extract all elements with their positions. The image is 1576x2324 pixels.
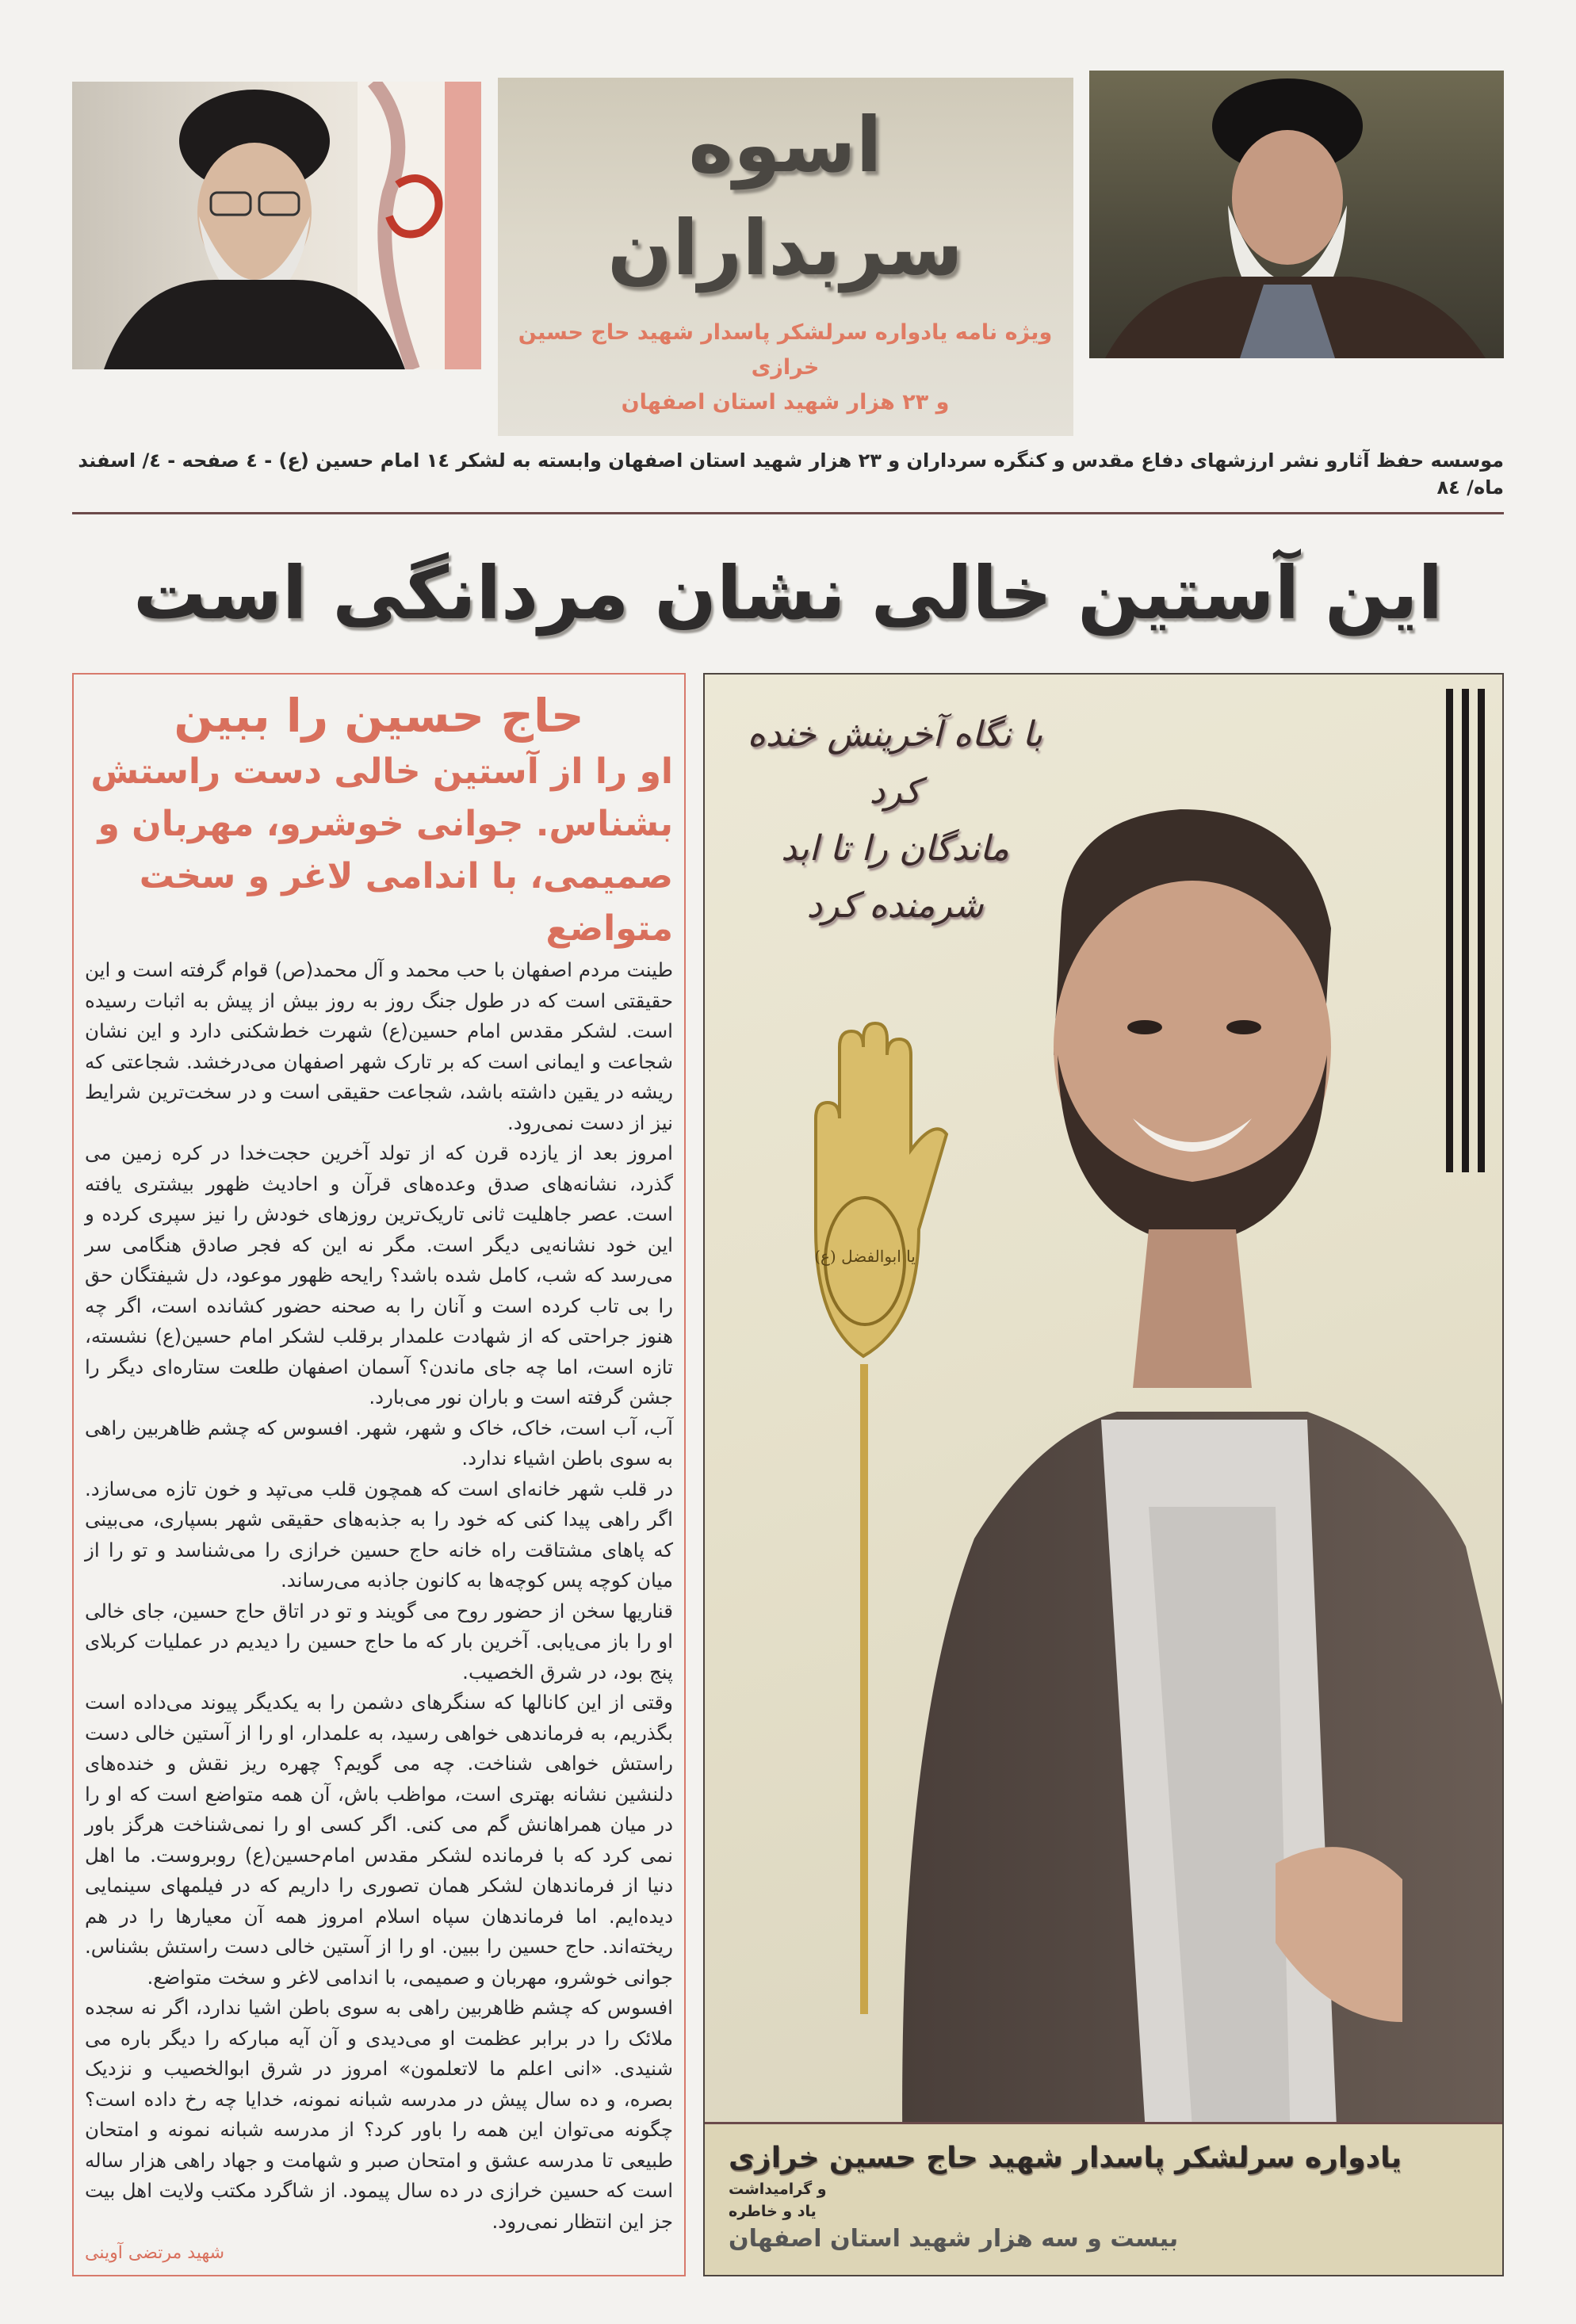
- caption-band: [705, 2122, 1502, 2275]
- leader-portrait-image: [1089, 71, 1504, 358]
- article-paragraph: طینت مردم اصفهان با حب محمد و آل محمد(ص) قوام گرفته است و این حقیقتی است که در طول جنگ روز به روز بیش از پیش به اثبات رسیده است. لشکر مقدس امام حسین(ع) شهرت خط‌شکنی دارد و این نشان شجاعت و ایمانی است که بر تارک شهر اصفهان می‌درخشد. شجاعتی که ریشه در یقین داشته باشد، شجاعت حقیقی است و در سخت‌ترین شرایط نیز از دست نمی‌رود.: [85, 958, 673, 1134]
- masthead-title-box: [498, 78, 1073, 436]
- decorative-stripe: [1446, 689, 1453, 1172]
- main-content-row: [72, 673, 1504, 2276]
- poem-line: ماندگان را تا ابد شرمنده کرد: [781, 828, 1009, 926]
- article-paragraph: افسوس که چشم ظاهربین راهی به سوی باطن اشیا ندارد، اگر نه سجده ملائک را در برابر عظمت او می‌دیدی و آن آیه مبارکه را دیگر باره می شنیدی. «انی اعلم ما لاتعلمون» امروز در شرق ابوالخصیب و نزدیک بصره، و ده سال پیش در مدرسه شبانه نمونه، خدایا چه رخ داده است؟ چگونه می‌توان این همه را باور کرد؟ از مدرسه شبانه نمونه و امتحان طبیعی تا مدرسه عشق و امتحان صبر و شهامت و جهاد راهی هزار ساله است که حسین خرازی در ده سال پیمود. از شاگرد مکتب ولایت اهل بیت جز این انتظار نمی‌رود.: [85, 1996, 673, 2233]
- article-paragraph: در قلب شهر خانه‌ای است که همچون قلب می‌تپد و خون تازه می‌سازد. اگر راهی پیدا کنی که خود را به جذبه‌های حقیقی شهر بسپاری، می‌بینی که پاهای مشتاقت راه خانه حاج حسین خرازی را می‌شناسد و تو را از میان کوچه پس کوچه‌ها به کانون جاذبه می‌رساند.: [85, 1477, 673, 1592]
- article-paragraph: آب، آب است، خاک، خاک و شهر، شهر. افسوس که چشم ظاهربین راهی به سوی باطن اشیاء ندارد.: [85, 1416, 673, 1470]
- masthead-row: [72, 71, 1504, 436]
- masthead-divider: [72, 512, 1504, 514]
- article-paragraph: قناریها سخن از حضور روح می گویند و تو در اتاق حاج حسین، جای خالی او را باز می‌یابی. آخرین بار که ما حاج حسین را دیدیم در عملیات کربلای پنج بود، در شرق الخصیب.: [85, 1599, 673, 1684]
- poem-line: با نگاه آخرینش خنده کرد: [747, 714, 1043, 812]
- caption-subtext: یاد و خاطره: [729, 2203, 817, 2220]
- lead-line: بشناس. جوانی خوشرو، مهربان و: [98, 804, 673, 844]
- decorative-stripe: [1462, 689, 1469, 1172]
- lead-line: صمیمی، با اندامی لاغر و سخت متواضع: [139, 856, 673, 949]
- poem-calligraphy: [729, 706, 1062, 935]
- portrait-photo-left: [72, 82, 481, 369]
- lead-line: او را از آستین خالی دست راستش: [90, 751, 673, 792]
- publisher-info-line: موسسه حفظ آثارو نشر ارزشهای دفاع مقدس و کنگره سرداران و ۲۳ هزار شهید استان اصفهان وابسته به لشکر ١٤ امام حسین (ع) - ٤ صفحه - ٤/ اسفند ماه/ ٨٤: [78, 449, 1504, 499]
- article-box: [72, 673, 686, 2276]
- caption-subtext: و گرامیداشت: [729, 2181, 827, 2198]
- caption-title: یادواره سرلشکر پاسدار شهید حاج حسین خرازی: [729, 2142, 1402, 2174]
- emblem-inscription: یا ابوالفضل (ع): [814, 1247, 916, 1266]
- subtitle-line: و ۲۳ هزار شهید استان اصفهان: [621, 390, 950, 415]
- newspaper-page: [72, 0, 1504, 2324]
- subtitle-line: ویژه نامه یادواره سرلشکر پاسدار شهید حاج حسین خرازی: [518, 320, 1053, 380]
- leader-portrait-image: [72, 82, 481, 369]
- article-paragraph: وقتی از این کانالها که سنگرهای دشمن را به یکدیگر پیوند می‌داده است بگذریم، به فرماندهی خواهی رسید، به علمدار، او را از آستین خالی دست راستش خواهی شناخت. چه می گویم؟ چهره ریز نقش و خنده‌های دلنشین نشانه بهتری است، مواظب باش، آن همه متواضع است که او را در میان همراهانش گم می کنی. اگر کسی او را نمی‌شناخت هرگز باور نمی کرد که با فرمانده لشکر مقدس امام‌حسین(ع) روبروست. ما اهل دنیا از فرماندهان لشکر همان تصوری را داریم که در فیلمهای سینمایی دیده‌ایم. اما فرماندهان سپاه اسلام امروز همه آن معیارها را در هم ریخته‌اند. حاج حسین را ببین. او را از آستین خالی دست راستش بشناس. جوانی خوشرو، مهربان و صمیمی، با اندامی لاغر و سخت متواضع.: [85, 1691, 673, 1989]
- publication-title: اسوه سربداران: [607, 101, 963, 292]
- caption-footer: بیست و سه هزار شهید استان اصفهان: [729, 2225, 1179, 2253]
- main-headline: این آستین خالی نشان مردانگی است: [132, 551, 1444, 636]
- article-paragraph: امروز بعد از یازده قرن که از تولد آخرین حجت‌خدا در کره زمین می گذرد، نشانه‌های صدق وعده‌های قرآن و احادیث ظهور بیشتری یافته است. عصر جاهلیت ثانی تاریک‌ترین روزهای خودش را نیز سپری کرده و این خود نشانه‌یی دیگر است. مگر نه این که فجر صادق هنگامی سر می‌رسد که شب، کامل شده باشد؟ رایحه ظهور موعود، دل شیفتگان حق را بی تاب کرده است و آنان را به صحنه حضور کشانده است، اگر چه هنوز جراحتی که از شهادت علمدار برقلب لشکر امام حسین(ع) نشسته، تازه است، اما چه جای ماندن؟ آسمان اصفهان طلعت ستاره‌ای دیگر را جشن گرفته است و باران نور می‌بارد.: [85, 1141, 673, 1409]
- article-heading: حاج حسین را ببین: [174, 689, 584, 743]
- memorial-poster: [703, 673, 1504, 2276]
- portrait-photo-right: [1089, 71, 1504, 358]
- article-lead: [85, 746, 673, 955]
- article-author: شهید مرتضی آوینی: [85, 2243, 225, 2263]
- emblem-staff: [860, 1364, 868, 2014]
- publication-subtitle: [506, 315, 1065, 420]
- decorative-stripe: [1478, 689, 1485, 1172]
